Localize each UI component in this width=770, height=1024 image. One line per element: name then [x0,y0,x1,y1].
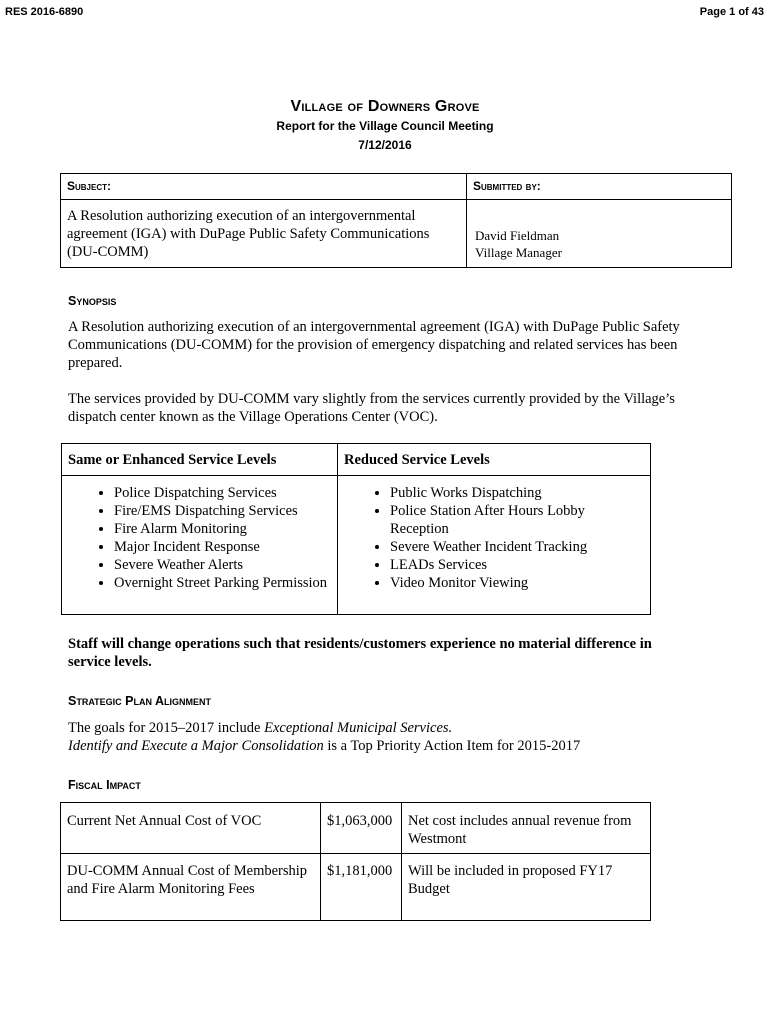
meeting-date: 7/12/2016 [358,138,412,152]
synopsis-heading: Synopsis [68,294,117,308]
list-item: • Overnight Street Parking Permission [114,574,333,592]
list-item: • Police Dispatching Services [114,484,333,502]
fiscal-table [60,802,651,921]
synopsis-para-2: The services provided by DU-COMM vary slightly from the services currently provided by the Village’s dispatch center known as the Village Operations Center (VOC). [68,391,675,425]
subject-text: A Resolution authorizing execution of an intergovernmental agreement (IGA) with DuPage Public Safety Communications (DU-COMM) [61,200,467,268]
strategic-line-2-suffix: is a Top Priority Action Item for 2015-2017 [323,738,581,754]
list-item: • Major Incident Response [114,538,333,556]
list-item: • Fire Alarm Monitoring [114,520,333,538]
page-title: Village of Downers Grove [290,98,480,115]
document-id: RES 2016-6890 [5,6,84,18]
list-item: • Severe Weather Alerts [114,556,333,574]
fiscal-item: Current Net Annual Cost of VOC [61,803,321,854]
fiscal-amount: $1,063,000 [321,803,402,854]
strategic-line-2 [68,737,728,755]
subject-label: Subject: [61,174,467,200]
service-levels-table [61,443,651,615]
strategic-line-1-italic: Exceptional Municipal Services. [264,720,453,736]
same-enhanced-header: Same or Enhanced Service Levels [62,444,338,476]
subject-table [60,173,732,268]
fiscal-heading: Fiscal Impact [68,778,141,792]
list-item: • Severe Weather Incident Tracking [390,538,646,556]
fiscal-note: Net cost includes annual revenue from Westmont [402,803,651,854]
page-subtitle: Report for the Village Council Meeting [276,119,494,133]
strategic-line-1-prefix: The goals for 2015–2017 include [68,720,265,736]
reduced-cell [338,476,651,615]
title-block [0,98,770,152]
same-enhanced-cell [62,476,338,615]
submitter-name: David Fieldman [475,228,560,243]
submitter-cell [467,200,732,268]
submitted-by-label: Submitted by: [467,174,732,200]
same-enhanced-list [62,484,333,592]
reduced-header: Reduced Service Levels [338,444,651,476]
submitter-title: Village Manager [475,245,562,260]
list-item: • Police Station After Hours Lobby Reception [390,502,646,538]
strategic-heading: Strategic Plan Alignment [68,694,212,708]
fiscal-amount: $1,181,000 [321,854,402,921]
strategic-line-1 [68,719,728,737]
synopsis-para-1: A Resolution authorizing execution of an intergovernmental agreement (IGA) with DuPage Public Safety Communications (DU-COMM) for the provision of emergency dispatching and related services has been prepared. [68,319,680,371]
list-item: • Video Monitor Viewing [390,574,646,592]
list-item: • LEADs Services [390,556,646,574]
staff-statement: Staff will change operations such that residents/customers experience no material difference in service levels. [68,636,652,670]
fiscal-note: Will be included in proposed FY17 Budget [402,854,651,921]
list-item: • Fire/EMS Dispatching Services [114,502,333,520]
fiscal-item: DU-COMM Annual Cost of Membership and Fire Alarm Monitoring Fees [61,854,321,921]
reduced-list [338,484,646,592]
strategic-line-2-italic: Identify and Execute a Major Consolidation [68,738,324,754]
page-number: Page 1 of 43 [699,6,764,18]
list-item: • Public Works Dispatching [390,484,646,502]
strategic-text [68,719,728,755]
